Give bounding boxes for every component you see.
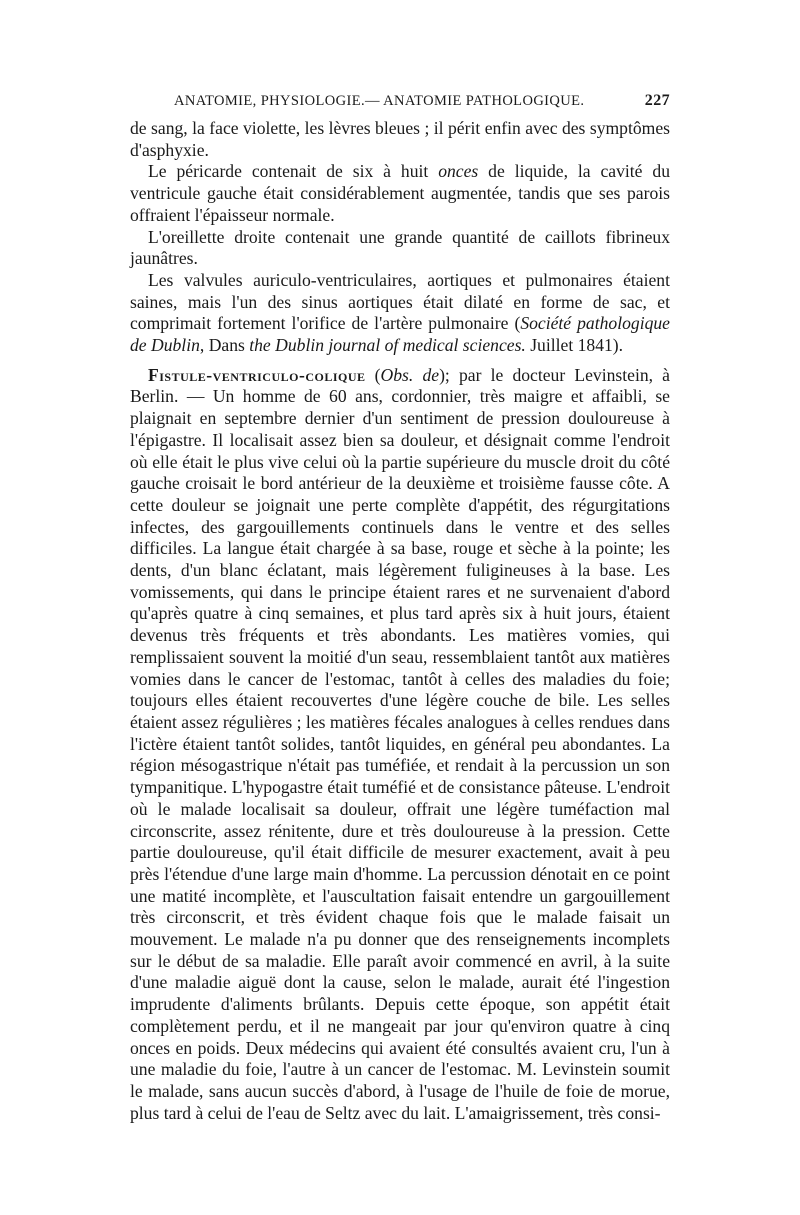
- paragraph-text: Juillet 1841).: [525, 335, 624, 356]
- article-heading: Fistule-ventriculo-colique: [148, 364, 366, 385]
- article-fistule: [130, 365, 670, 1125]
- paragraph-valvules: [130, 270, 670, 357]
- citation-society: Société pathologique de Dublin: [130, 313, 670, 356]
- running-title: ANATOMIE, PHYSIOLOGIE.— ANATOMIE PATHOLOGIQUE.: [174, 93, 585, 109]
- paragraph-text: de liquide, la cavité du ventricule gauche était considérablement augmentée, tandis que ses parois offraient l'épaisseur normale.: [130, 161, 670, 225]
- paragraph-text: Les valvules auriculo-ventriculaires, aortiques et pulmonaires étaient saines, mais l'un des sinus aortiques était dilaté en forme de sac, et comprimait fortement l'orifice de l'artère pulmonaire (: [130, 269, 670, 334]
- obs-label: Obs. de: [380, 364, 440, 385]
- running-header: [130, 92, 670, 110]
- document-page: [130, 92, 670, 1124]
- paragraph-text: (: [365, 364, 381, 385]
- paragraph-text: de sang, la face violette, les lèvres bleues ; il périt enfin avec des symptômes d'asphyxie.: [130, 118, 670, 160]
- paragraph-text: );: [439, 364, 450, 385]
- paragraph-continuation: [130, 118, 670, 161]
- article-body: par le docteur Levinstein, à Berlin. — Un homme de 60 ans, cordonnier, très maigre et affaibli, se plaignait en septembre dernier d'un sentiment de pression douloureuse à l'épigastre. Il localisait assez bien sa douleur, et désignait comme l'endroit où elle était le plus vive celui où la partie supérieure du muscle droit du côté gauche croisait le bord antérieur de la deuxième et troisième fausse côte. A cette douleur se joignait une perte complète d'appétit, des régurgitations infectes, des gargouillements continuels dans le ventre et des selles difficiles. La langue était chargée à sa base, rouge et sèche à la pointe; les dents, d'un blanc éclatant, mais légèrement fuligineuses à la base. Les vomissements, qui dans le principe étaient rares et ne survenaient d'abord qu'après quatre à cinq semaines, et plus tard après six à huit jours, étaient devenus très fréquents et très abondants. Les matières vomies, qui remplissaient souvent la moitié d'un seau, ressemblaient tantôt aux matières vomies dans le cancer de l'estomac, tantôt à celles des maladies du foie; toujours elles étaient recouvertes d'une légère couche de bile. Les selles étaient assez régulières ; les matières fécales analogues à celles rendues dans l'ictère étaient tantôt solides, tantôt liquides, en général peu abondantes. La région mésogastrique n'était pas tuméfiée, et rendait à la percussion un son tympanitique. L'hypogastre était tuméfié et de consistance pâteuse. L'endroit où le malade localisait sa douleur, offrait une légère tuméfaction mal circonscrite, assez rénitente, dure et très douloureuse à la pression. Cette partie douloureuse, qu'il était difficile de mesurer exactement, avait à peu près l'étendue d'une large main d'homme. La percussion dénotait en ce point une matité incomplète, et l'auscultation faisait entendre un gargouillement très circonscrit, et très évident chaque fois que le malade faisait un mouvement. Le malade n'a pu donner que des renseignements incomplets sur le début de sa maladie. Elle paraît avoir commencé en avril, à la suite d'une maladie aiguë dont la cause, selon le malade, aurait été l'ingestion imprudente d'aliments brûlants. Depuis cette époque, son appétit était complètement perdu, et il ne mangeait par jour qu'environ quatre à cinq onces en poids. Deux médecins qui avaient été consultés avaient cru, l'un à une maladie du foie, l'autre à un cancer de l'estomac. M. Levinstein soumit le malade, sans aucun succès d'abord, à l'usage de l'huile de foie de morue, plus tard à celui de l'eau de Seltz avec du lait. L'amaigrissement, très consi-: [130, 364, 670, 1123]
- citation-journal: the Dublin journal of medical sciences.: [249, 335, 526, 356]
- page-number: 227: [644, 92, 670, 109]
- italic-term: onces: [438, 161, 479, 182]
- paragraph-oreillette: [130, 227, 670, 270]
- paragraph-text: L'oreillette droite contenait une grande quantité de caillots fibrineux jaunâtres.: [130, 226, 670, 269]
- paragraph-pericarde: [130, 161, 670, 226]
- paragraph-text: Le péricarde contenait de six à huit: [148, 161, 439, 182]
- paragraph-text: , Dans: [199, 335, 250, 356]
